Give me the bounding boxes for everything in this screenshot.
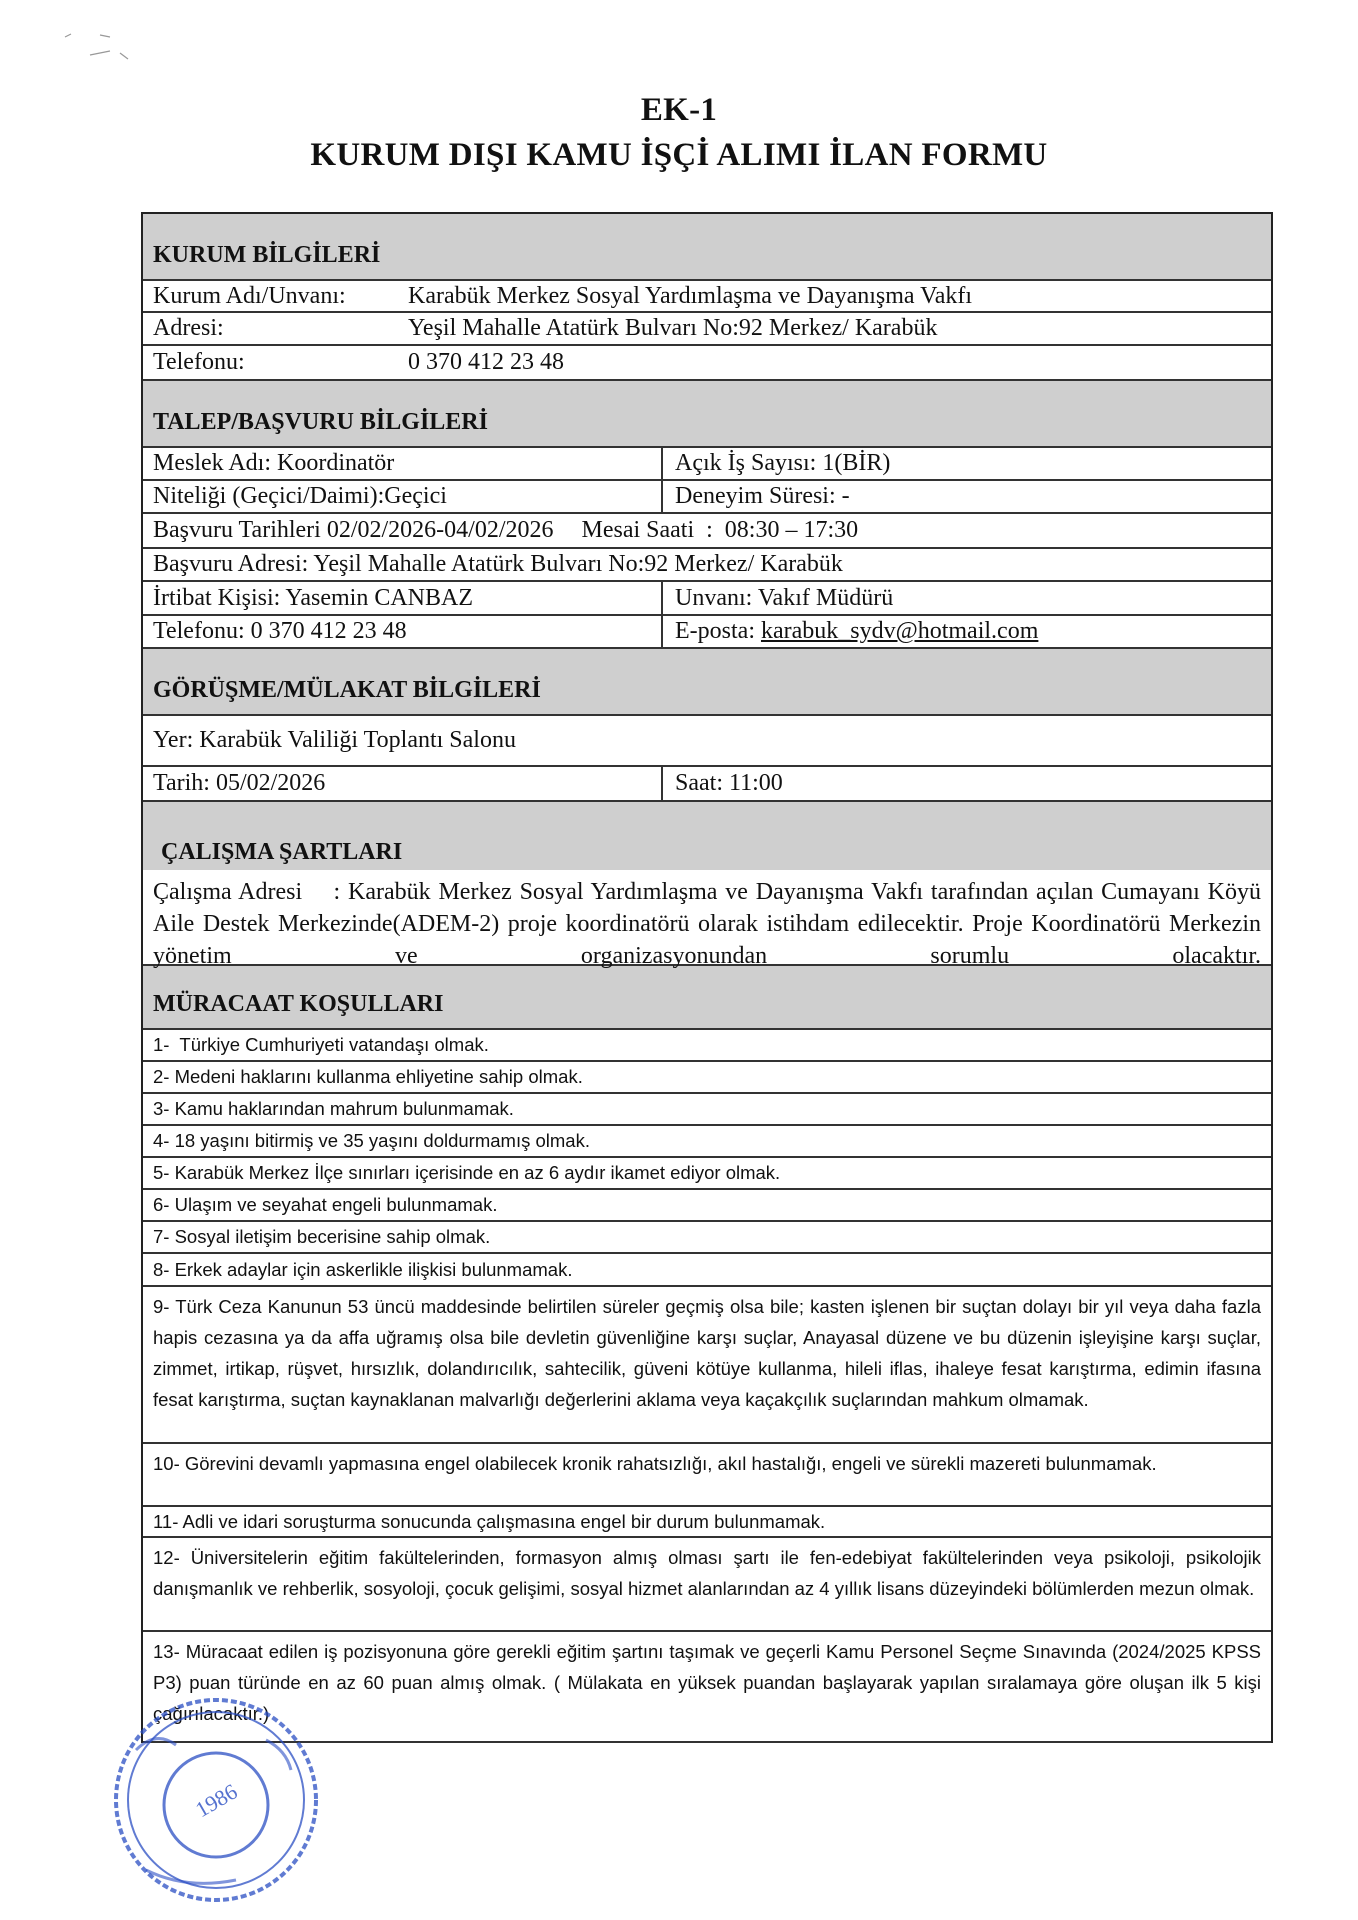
condition-item: 11- Adli ve idari soruşturma sonucunda çalışmasına engel bir durum bulunmamak.	[143, 1507, 1271, 1538]
svg-text:1986: 1986	[190, 1778, 242, 1823]
kurum-phone-row	[143, 346, 1271, 381]
condition-item: 10- Görevini devamlı yapmasına engel olabilecek kronik rahatsızlığı, akıl hastalığı, engeli ve sürekli mazereti bulunmamak.	[143, 1444, 1271, 1507]
irtibat-kisisi: İrtibat Kişisi: Yasemin CANBAZ	[143, 582, 663, 614]
basvuru-adresi: Başvuru Adresi: Yeşil Mahalle Atatürk Bulvarı No:92 Merkez/ Karabük	[143, 549, 1271, 582]
talep-row-telefon	[143, 616, 1271, 649]
talep-row-meslek	[143, 448, 1271, 481]
deneyim-suresi: Deneyim Süresi: -	[675, 483, 850, 509]
section-kurum-heading: KURUM BİLGİLERİ	[143, 214, 1271, 281]
eposta-field	[663, 618, 1038, 645]
kurum-name-row	[143, 281, 1271, 313]
kurum-name: Karabük Merkez Sosyal Yardımlaşma ve Dayanışma Vakfı	[408, 282, 973, 309]
kurum-address-row	[143, 313, 1271, 346]
calisma-text: Çalışma Adresi : Karabük Merkez Sosyal Yardımlaşma ve Dayanışma Vakfı tarafından açılan Cumayanı Köyü Aile Destek Merkezinde(ADEM-2) proje koordinatörü olarak istihdam edilecektir. Proje Koordinatörü Merkezin yönetim ve organizasyonundan sorumlu olacaktır.	[143, 870, 1271, 966]
mesai-saati: Mesai Saati : 08:30 – 17:30	[581, 517, 859, 543]
announcement-form	[141, 212, 1273, 1743]
condition-item: 8- Erkek adaylar için askerlikle ilişkisi bulunmamak.	[143, 1254, 1271, 1287]
scan-mark	[60, 25, 180, 75]
gorusme-yer: Yer: Karabük Valiliği Toplantı Salonu	[143, 716, 1271, 767]
condition-item: 13- Müracaat edilen iş pozisyonuna göre gerekli eğitim şartını taşımak ve geçerli Kamu Personel Seçme Sınavında (2024/2025 KPSS P3) puan türünde en az 60 puan almış olmak. ( Mülakata en yüksek puandan başlayarak yapılan sıralamaya göre oluşan ilk 5 kişi çağırılacaktır.)	[143, 1632, 1271, 1743]
condition-item: 12- Üniversitelerin eğitim fakültelerinden, formasyon almış olması şartı ile fen-edebiyat fakültelerinden veya psikoloji, psikolojik danışmanlık ve rehberlik, sosyoloji, çocuk gelişimi, sosyal hizmet alanlarından az 4 yıllık lisans düzeyindeki bölümlerden mezun olmak.	[143, 1538, 1271, 1632]
eposta-label: E-posta:	[675, 618, 755, 644]
irtibat-telefon: Telefonu: 0 370 412 23 48	[143, 616, 663, 647]
condition-item: 2- Medeni haklarını kullanma ehliyetine sahip olmak.	[143, 1062, 1271, 1094]
gorusme-tarih: Tarih: 05/02/2026	[143, 767, 663, 800]
talep-row-irtibat	[143, 582, 1271, 616]
condition-item: 5- Karabük Merkez İlçe sınırları içerisinde en az 6 aydır ikamet ediyor olmak.	[143, 1158, 1271, 1190]
section-muracaat-heading: MÜRACAAT KOŞULLARI	[143, 966, 1271, 1030]
condition-item: 6- Ulaşım ve seyahat engeli bulunmamak.	[143, 1190, 1271, 1222]
acik-is-sayisi: Açık İş Sayısı: 1(BİR)	[675, 450, 891, 476]
basvuru-tarihleri: Başvuru Tarihleri 02/02/2026-04/02/2026	[153, 517, 554, 543]
eposta-link[interactable]: karabuk_sydv@hotmail.com	[760, 618, 1039, 644]
section-gorusme-heading: GÖRÜŞME/MÜLAKAT BİLGİLERİ	[143, 649, 1271, 716]
condition-item: 7- Sosyal iletişim becerisine sahip olmak.	[143, 1222, 1271, 1254]
gorusme-row-tarih	[143, 767, 1271, 802]
kurum-address-label: Adresi:	[153, 315, 224, 341]
gorusme-saat: Saat: 11:00	[675, 770, 783, 796]
talep-row-tarihler	[143, 514, 1271, 549]
kurum-phone-label: Telefonu:	[153, 349, 245, 375]
condition-item: 3- Kamu haklarından mahrum bulunmamak.	[143, 1094, 1271, 1126]
meslek-adi: Meslek Adı: Koordinatör	[143, 448, 663, 479]
condition-item: 4- 18 yaşını bitirmiş ve 35 yaşını doldurmamış olmak.	[143, 1126, 1271, 1158]
kurum-address: Yeşil Mahalle Atatürk Bulvarı No:92 Merkez/ Karabük	[408, 315, 938, 341]
document-title: KURUM DIŞI KAMU İŞÇİ ALIMI İLAN FORMU	[310, 137, 1048, 173]
document-code: EK-1	[640, 92, 718, 128]
irtibat-unvan: Unvanı: Vakıf Müdürü	[675, 584, 894, 611]
condition-item: 1- Türkiye Cumhuriyeti vatandaşı olmak.	[143, 1030, 1271, 1062]
niteligi: Niteliği (Geçici/Daimi):Geçici	[143, 481, 663, 512]
kurum-phone: 0 370 412 23 48	[408, 349, 564, 375]
condition-item: 9- Türk Ceza Kanunun 53 üncü maddesinde belirtilen süreler geçmiş olsa bile; kasten işlenen bir suçtan dolayı bir yıl veya daha fazla hapis cezasına ya da affa uğramış olsa bile devletin güvenliğine karşı suçlar, Anayasal düzene ve bu düzenin işleyişine karşı suçlar, zimmet, irtikap, rüşvet, hırsızlık, dolandırıcılık, sahtecilik, güveni kötüye kullanma, hileli iflas, ihaleye fesat karıştırma, edimin ifasına fesat karıştırma, suçtan kaynaklanan malvarlığı değerlerini aklama veya kaçakçılık suçlarından mahkum olmamak.	[143, 1287, 1271, 1444]
kurum-name-label: Kurum Adı/Unvanı:	[153, 282, 346, 309]
talep-row-nitelik	[143, 481, 1271, 514]
official-seal-stamp	[86, 1680, 336, 1910]
section-talep-heading: TALEP/BAŞVURU BİLGİLERİ	[143, 381, 1271, 448]
section-calisma-heading: ÇALIŞMA ŞARTLARI	[143, 802, 1271, 870]
